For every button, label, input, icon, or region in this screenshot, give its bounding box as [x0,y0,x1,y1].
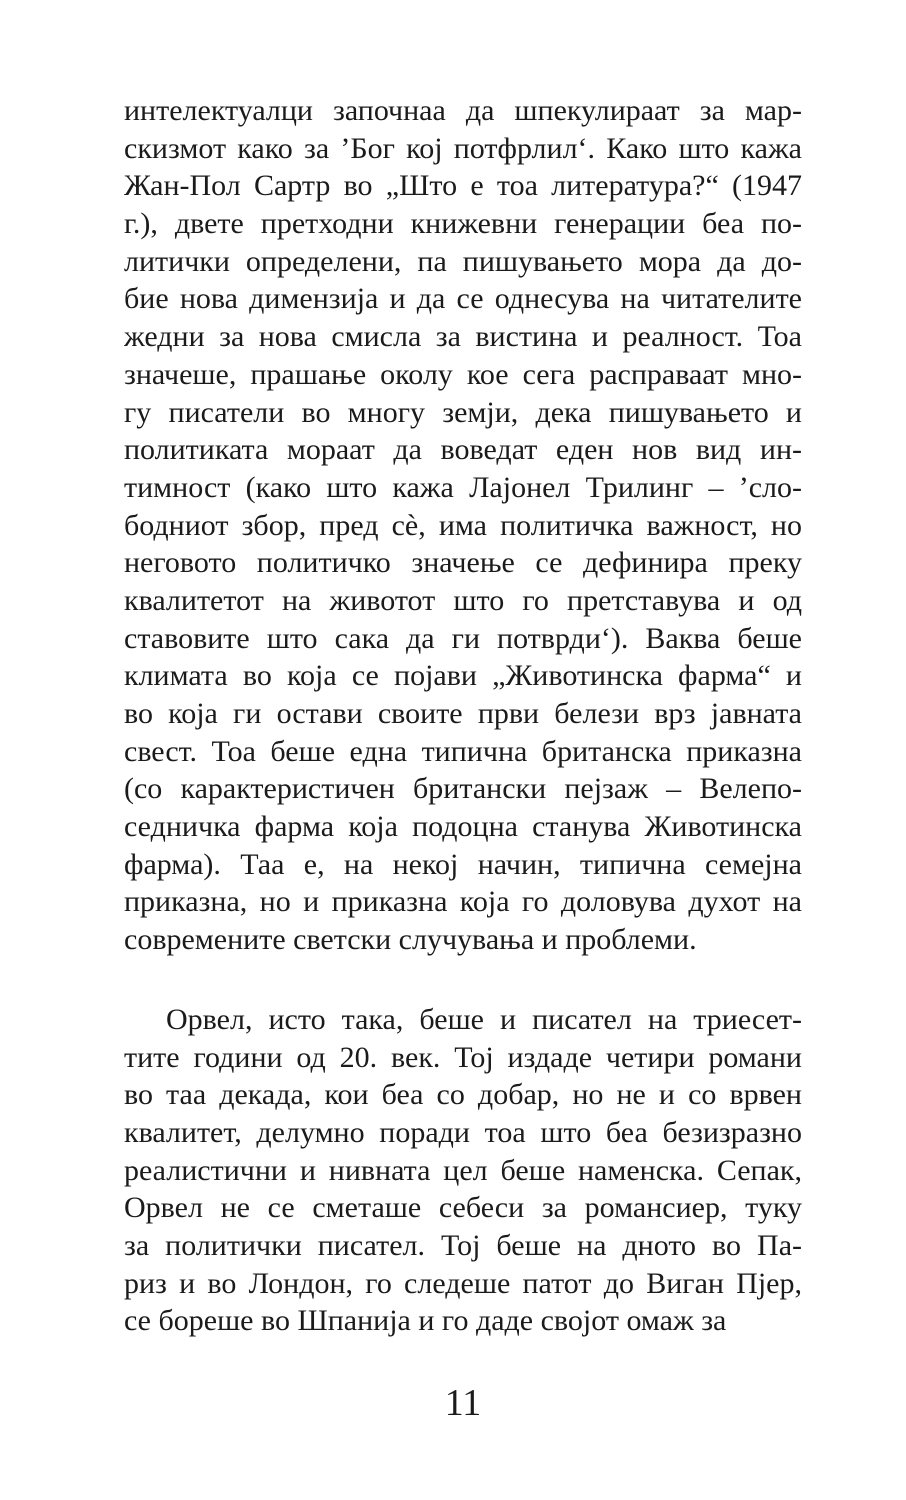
text-line: Орвел, исто така, беше и писател на триесет- [166,1002,802,1036]
text-line: во таа декада, кои беа со добар, но не и со врвен [124,1078,802,1112]
text-line: политиката мораат да воведат еден нов вид ин- [124,433,802,467]
text-line: бие нова димензија и да се однесува на читателите [124,282,802,316]
text-line: бодниот збор, пред сè, има политичка важност, но [124,508,802,542]
text-line: се бореше во Шпанија и го даде својот омаж за [124,1304,727,1338]
page-number: 11 [444,1382,482,1424]
text-block [124,92,802,1340]
text-line: Орвел не се сметаше себеси за романсиер, туку [124,1191,802,1225]
text-line: климата во која се појави „Животинска фарма“ и [124,659,802,693]
text-line: жедни за нова смисла за вистина и реалност. Тоа [124,320,802,354]
text-line: г.), двете претходни книжевни генерации беа по- [124,207,802,241]
text-line: за политички писател. Тој беше на дното во Па- [124,1228,802,1262]
text-line: интелектуалци започнаа да шпекулираат за мар- [124,94,802,127]
paragraph [124,92,802,959]
text-line: ставовите што сака да ги потврди‘). Ваква беше [124,621,802,655]
text-line: во која ги остави своите први белези врз јавната [124,697,802,730]
text-line: тимност (како што кажа Лајонел Трилинг – ’сло- [124,470,802,504]
text-line: фарма). Таа е, на некој начин, типична семејна [124,847,802,881]
text-line: квалитетот на животот што го претставува и од [124,583,802,617]
text-line: седничка фарма која подоцна станува Животинска [124,810,802,844]
text-line: значеше, прашање околу кое сега расправаат мно- [124,357,802,391]
text-line: современите светски случувања и проблеми. [124,923,697,957]
paragraph [124,1001,802,1340]
text-line: литички определени, па пишувањето мора да до- [124,244,802,278]
text-line: Жан-Пол Сартр во „Што е тоа литература?“ (1947 [124,169,802,203]
text-line: квалитет, делумно поради тоа што беа безизразно [124,1115,802,1149]
text-line: тите години од 20. век. Тој издаде четири романи [124,1040,802,1074]
text-line: приказна, но и приказна која го доловува духот на [124,885,802,919]
text-line: скизмот како за ’Бог кој потфрлил‘. Како што кажа [124,131,802,165]
text-line: риз и во Лондон, го следеше патот до Виган Пјер, [124,1266,802,1300]
text-line: неговото политичко значење се дефинира преку [124,546,802,580]
text-line: (со карактеристичен британски пејзаж – Велепо- [124,772,802,806]
text-line: реалистични и нивната цел беше наменска. Сепак, [124,1153,802,1187]
text-line: гу писатели во многу земји, дека пишувањето и [124,395,802,429]
text-line: свест. Тоа беше една типична британска приказна [124,734,802,768]
